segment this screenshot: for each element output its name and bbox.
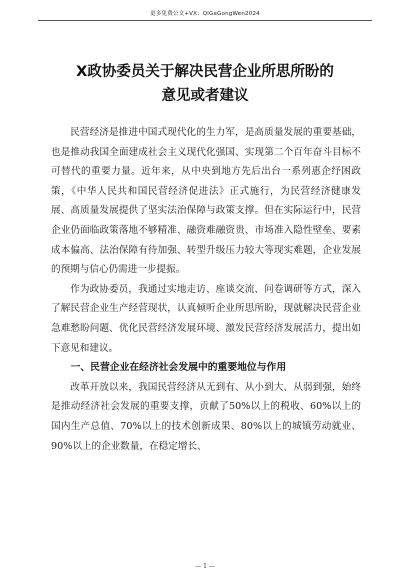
title-line-2: 意见或者建议 (161, 88, 249, 104)
body-paragraph: 作为政协委员，我通过实地走访、座谈交流、问卷调研等方式，深入了解民营企业生产经营现状，认真倾听企业所思所盼，现就解决民营企业急难愁盼问题、优化民营经济发展环境、激发民营经济发展活力，提出如下意见和建议。 (51, 283, 361, 354)
section-heading: 一、民营企业在经济社会发展中的重要地位与作用 (70, 362, 287, 374)
title-line-1: X政协委员关于解决民营企业所思所盼的 (76, 64, 334, 80)
document-body (51, 123, 361, 456)
header-divider (38, 20, 372, 21)
page-number: — 1 — (195, 563, 215, 570)
body-paragraph: 改革开放以来，我国民营经济从无到有、从小到大、从弱到强，始终是推动经济社会发展的重要支撑，贡献了50%以上的税收、60%以上的国内生产总值、70%以上的技术创新成果、80%以上的城镇劳动就业、90%以上的企业数量，在稳定增长、 (51, 381, 361, 452)
document-title (38, 60, 372, 108)
body-paragraph: 民营经济是推进中国式现代化的生力军，是高质量发展的重要基础，也是推动我国全面建成社会主义现代化强国、实现第二个百年奋斗目标不可替代的重要力量。近年来，从中央到地方先后出台一系列惠企纾困政策，《中华人民共和国民营经济促进法》正式施行，为民营经济健康发展、高质量发展提供了坚实法治保障与政策支撑。但在实际运行中，民营企业仍面临政策落地不够精准、融资难融资贵、市场准入隐性壁垒、要素成本偏高、法治保障有待加强、转型升级压力较大等现实难题，企业发展的预期与信心仍需进一步提振。 (51, 127, 361, 276)
header-note: 更多免费公文+VX：QiGeGongWen2024 (150, 11, 260, 17)
